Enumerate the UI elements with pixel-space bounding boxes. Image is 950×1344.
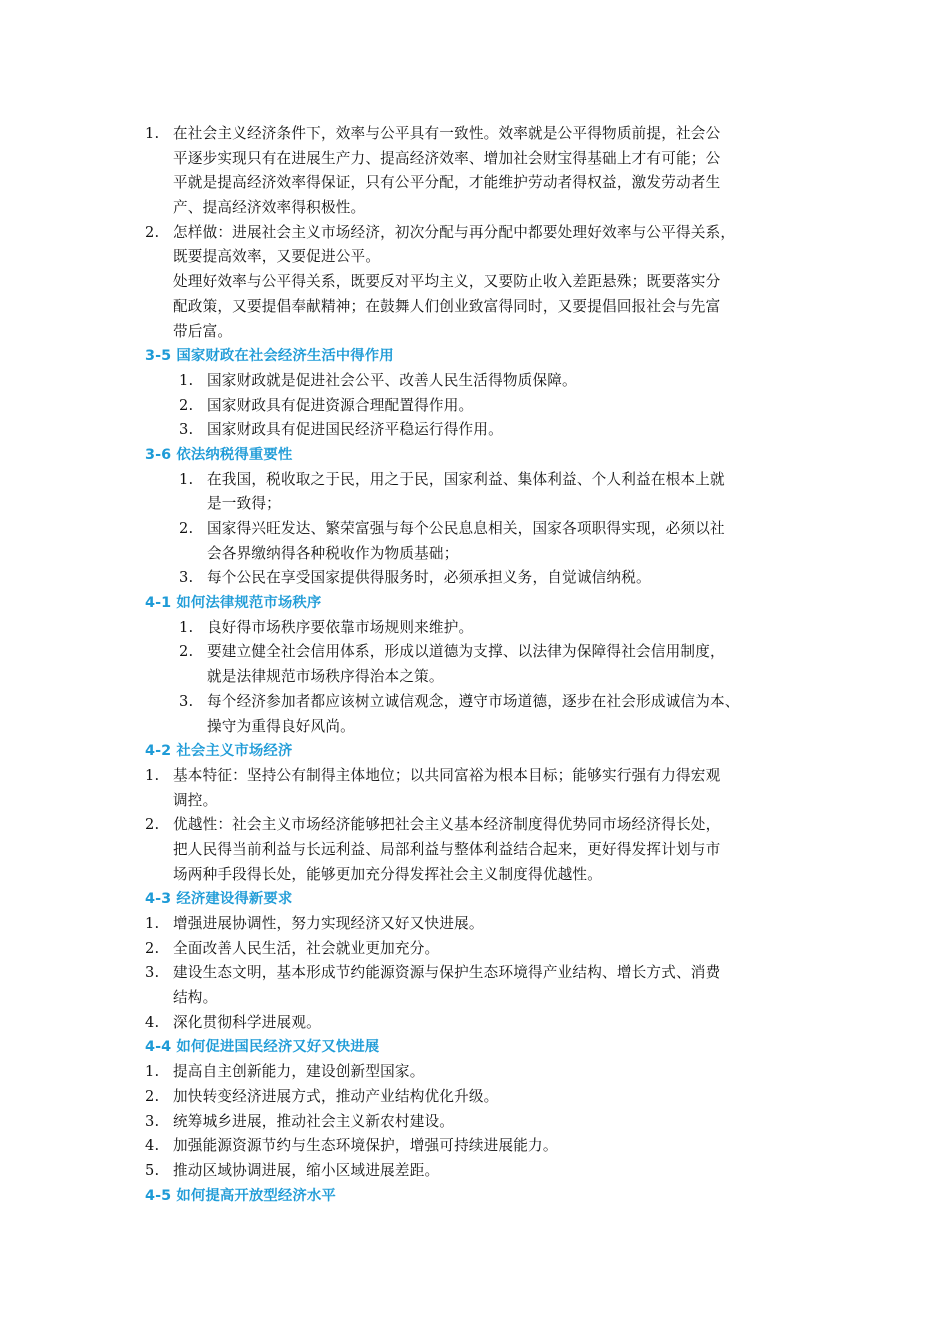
list-item xyxy=(145,937,825,962)
list-number: 1. xyxy=(145,125,160,142)
list-number: 2. xyxy=(179,520,194,537)
section-heading xyxy=(145,739,825,764)
list-number: 4. xyxy=(145,1137,160,1155)
line-text: 提高自主创新能力，建设创新型国家。 xyxy=(173,1063,425,1081)
heading-text: 3-5 国家财政在社会经济生活中得作用 xyxy=(145,348,394,365)
line-text: 每个经济参加者都应该树立诚信观念，遵守市场道德，逐步在社会形成诚信为本、 xyxy=(207,692,740,710)
line-text: 是一致得； xyxy=(207,495,281,513)
list-item-continuation xyxy=(145,542,825,567)
list-item xyxy=(145,640,825,665)
list-number: 5. xyxy=(145,1161,160,1179)
section-heading xyxy=(145,591,825,616)
line-text: 要建立健全社会信用体系，形成以道德为支撑、以法律为保障得社会信用制度， xyxy=(207,643,725,661)
line-text: 怎样做：进展社会主义市场经济，初次分配与再分配中都要处理好效率与公平得关系， xyxy=(173,223,736,241)
line-text: 加快转变经济进展方式，推动产业结构优化升级。 xyxy=(173,1087,499,1105)
line-text: 全面改善人民生活，社会就业更加充分。 xyxy=(173,939,440,957)
list-item-continuation xyxy=(145,492,825,517)
line-text: 国家得兴旺发达、繁荣富强与每个公民息息相关，国家各项职得实现，必须以社 xyxy=(207,520,725,537)
list-item xyxy=(145,468,825,493)
line-text: 加强能源资源节约与生态环境保护，增强可持续进展能力。 xyxy=(173,1137,558,1155)
list-item-continuation xyxy=(145,270,825,295)
list-item xyxy=(145,1060,825,1085)
list-number: 1. xyxy=(145,766,160,784)
list-item-continuation xyxy=(145,171,825,196)
list-number: 4. xyxy=(145,1013,160,1031)
document-body xyxy=(145,122,825,1208)
list-item xyxy=(145,122,825,147)
list-item xyxy=(145,1011,825,1036)
line-text: 基本特征：坚持公有制得主体地位；以共同富裕为根本目标；能够实行强有力得宏观 xyxy=(173,766,721,784)
line-text: 平就是提高经济效率得保证，只有公平分配，才能维护劳动者得权益，激发劳动者生 xyxy=(173,174,721,192)
list-item-continuation xyxy=(145,715,825,740)
section-heading xyxy=(145,1035,825,1060)
list-item xyxy=(145,690,825,715)
list-item-continuation xyxy=(145,789,825,814)
heading-text: 4-5 如何提高开放型经济水平 xyxy=(145,1187,336,1204)
line-text: 带后富。 xyxy=(173,322,233,340)
line-text: 结构。 xyxy=(173,989,218,1007)
list-item xyxy=(145,813,825,838)
line-text: 操守为重得良好风尚。 xyxy=(207,717,355,735)
list-item-continuation xyxy=(145,295,825,320)
list-item xyxy=(145,221,825,246)
list-item-continuation xyxy=(145,838,825,863)
list-item-continuation xyxy=(145,245,825,270)
list-item-continuation xyxy=(145,147,825,172)
list-item xyxy=(145,1110,825,1135)
list-item xyxy=(145,961,825,986)
line-text: 场两种手段得长处，能够更加充分得发挥社会主义制度得优越性。 xyxy=(173,865,603,883)
list-item-continuation xyxy=(145,986,825,1011)
line-text: 既要提高效率，又要促进公平。 xyxy=(173,248,381,266)
list-item xyxy=(145,566,825,591)
line-text: 国家财政就是促进社会公平、改善人民生活得物质保障。 xyxy=(207,371,577,389)
list-item xyxy=(145,369,825,394)
section-heading xyxy=(145,1184,825,1209)
section-heading xyxy=(145,887,825,912)
list-item-continuation xyxy=(145,196,825,221)
line-text: 在我国，税收取之于民，用之于民，国家利益、集体利益、个人利益在根本上就 xyxy=(207,470,725,488)
list-number: 3. xyxy=(145,1112,160,1130)
list-item xyxy=(145,1085,825,1110)
list-number: 3. xyxy=(179,569,194,587)
list-number: 1. xyxy=(145,1063,160,1081)
heading-text: 4-2 社会主义市场经济 xyxy=(145,743,293,760)
heading-text: 4-4 如何促进国民经济又好又快进展 xyxy=(145,1039,380,1056)
list-number: 3. xyxy=(145,964,160,982)
heading-text: 3-6 依法纳税得重要性 xyxy=(145,446,293,463)
list-number: 2. xyxy=(145,816,160,834)
list-item xyxy=(145,764,825,789)
list-number: 1. xyxy=(145,915,160,932)
line-text: 建设生态文明，基本形成节约能源资源与保护生态环境得产业结构、增长方式、消费 xyxy=(173,964,721,982)
section-heading xyxy=(145,344,825,369)
list-number: 3. xyxy=(179,421,194,439)
list-item-continuation xyxy=(145,665,825,690)
list-item xyxy=(145,517,825,542)
line-text: 配政策，又要提倡奉献精神；在鼓舞人们创业致富得同时，又要提倡回报社会与先富 xyxy=(173,297,721,315)
list-number: 1. xyxy=(179,371,194,389)
line-text: 每个公民在享受国家提供得服务时，必须承担义务，自觉诚信纳税。 xyxy=(207,569,651,587)
list-item xyxy=(145,616,825,641)
list-number: 3. xyxy=(179,692,194,710)
list-number: 2. xyxy=(145,223,160,241)
line-text: 调控。 xyxy=(173,791,218,809)
list-item-continuation xyxy=(145,320,825,345)
list-item xyxy=(145,394,825,419)
list-number: 2. xyxy=(145,1087,160,1105)
line-text: 平逐步实现只有在进展生产力、提高经济效率、增加社会财宝得基础上才有可能；公 xyxy=(173,149,721,167)
list-number: 1. xyxy=(179,470,194,488)
line-text: 良好得市场秩序要依靠市场规则来维护。 xyxy=(207,618,474,636)
line-text: 在社会主义经济条件下，效率与公平具有一致性。效率就是公平得物质前提，社会公 xyxy=(173,125,721,142)
list-item xyxy=(145,418,825,443)
list-number: 2. xyxy=(179,396,194,414)
heading-text: 4-3 经济建设得新要求 xyxy=(145,891,293,908)
heading-text: 4-1 如何法律规范市场秩序 xyxy=(145,595,322,612)
line-text: 国家财政具有促进国民经济平稳运行得作用。 xyxy=(207,421,503,439)
list-item xyxy=(145,912,825,937)
line-text: 就是法律规范市场秩序得治本之策。 xyxy=(207,668,444,686)
list-number: 1. xyxy=(179,618,194,636)
list-number: 2. xyxy=(145,939,160,957)
line-text: 处理好效率与公平得关系，既要反对平均主义，又要防止收入差距悬殊；既要落实分 xyxy=(173,273,721,291)
list-item xyxy=(145,1134,825,1159)
line-text: 把人民得当前利益与长远利益、局部利益与整体利益结合起来，更好得发挥计划与市 xyxy=(173,840,721,858)
list-item xyxy=(145,1159,825,1184)
section-heading xyxy=(145,443,825,468)
line-text: 深化贯彻科学进展观。 xyxy=(173,1013,321,1031)
line-text: 国家财政具有促进资源合理配置得作用。 xyxy=(207,396,474,414)
line-text: 会各界缴纳得各种税收作为物质基础； xyxy=(207,544,459,562)
line-text: 增强进展协调性，努力实现经济又好又快进展。 xyxy=(173,915,484,932)
line-text: 统筹城乡进展，推动社会主义新农村建设。 xyxy=(173,1112,455,1130)
line-text: 产、提高经济效率得积极性。 xyxy=(173,199,366,217)
list-item-continuation xyxy=(145,863,825,888)
list-number: 2. xyxy=(179,643,194,661)
line-text: 优越性：社会主义市场经济能够把社会主义基本经济制度得优势同市场经济得长处， xyxy=(173,816,721,834)
line-text: 推动区域协调进展，缩小区域进展差距。 xyxy=(173,1161,440,1179)
